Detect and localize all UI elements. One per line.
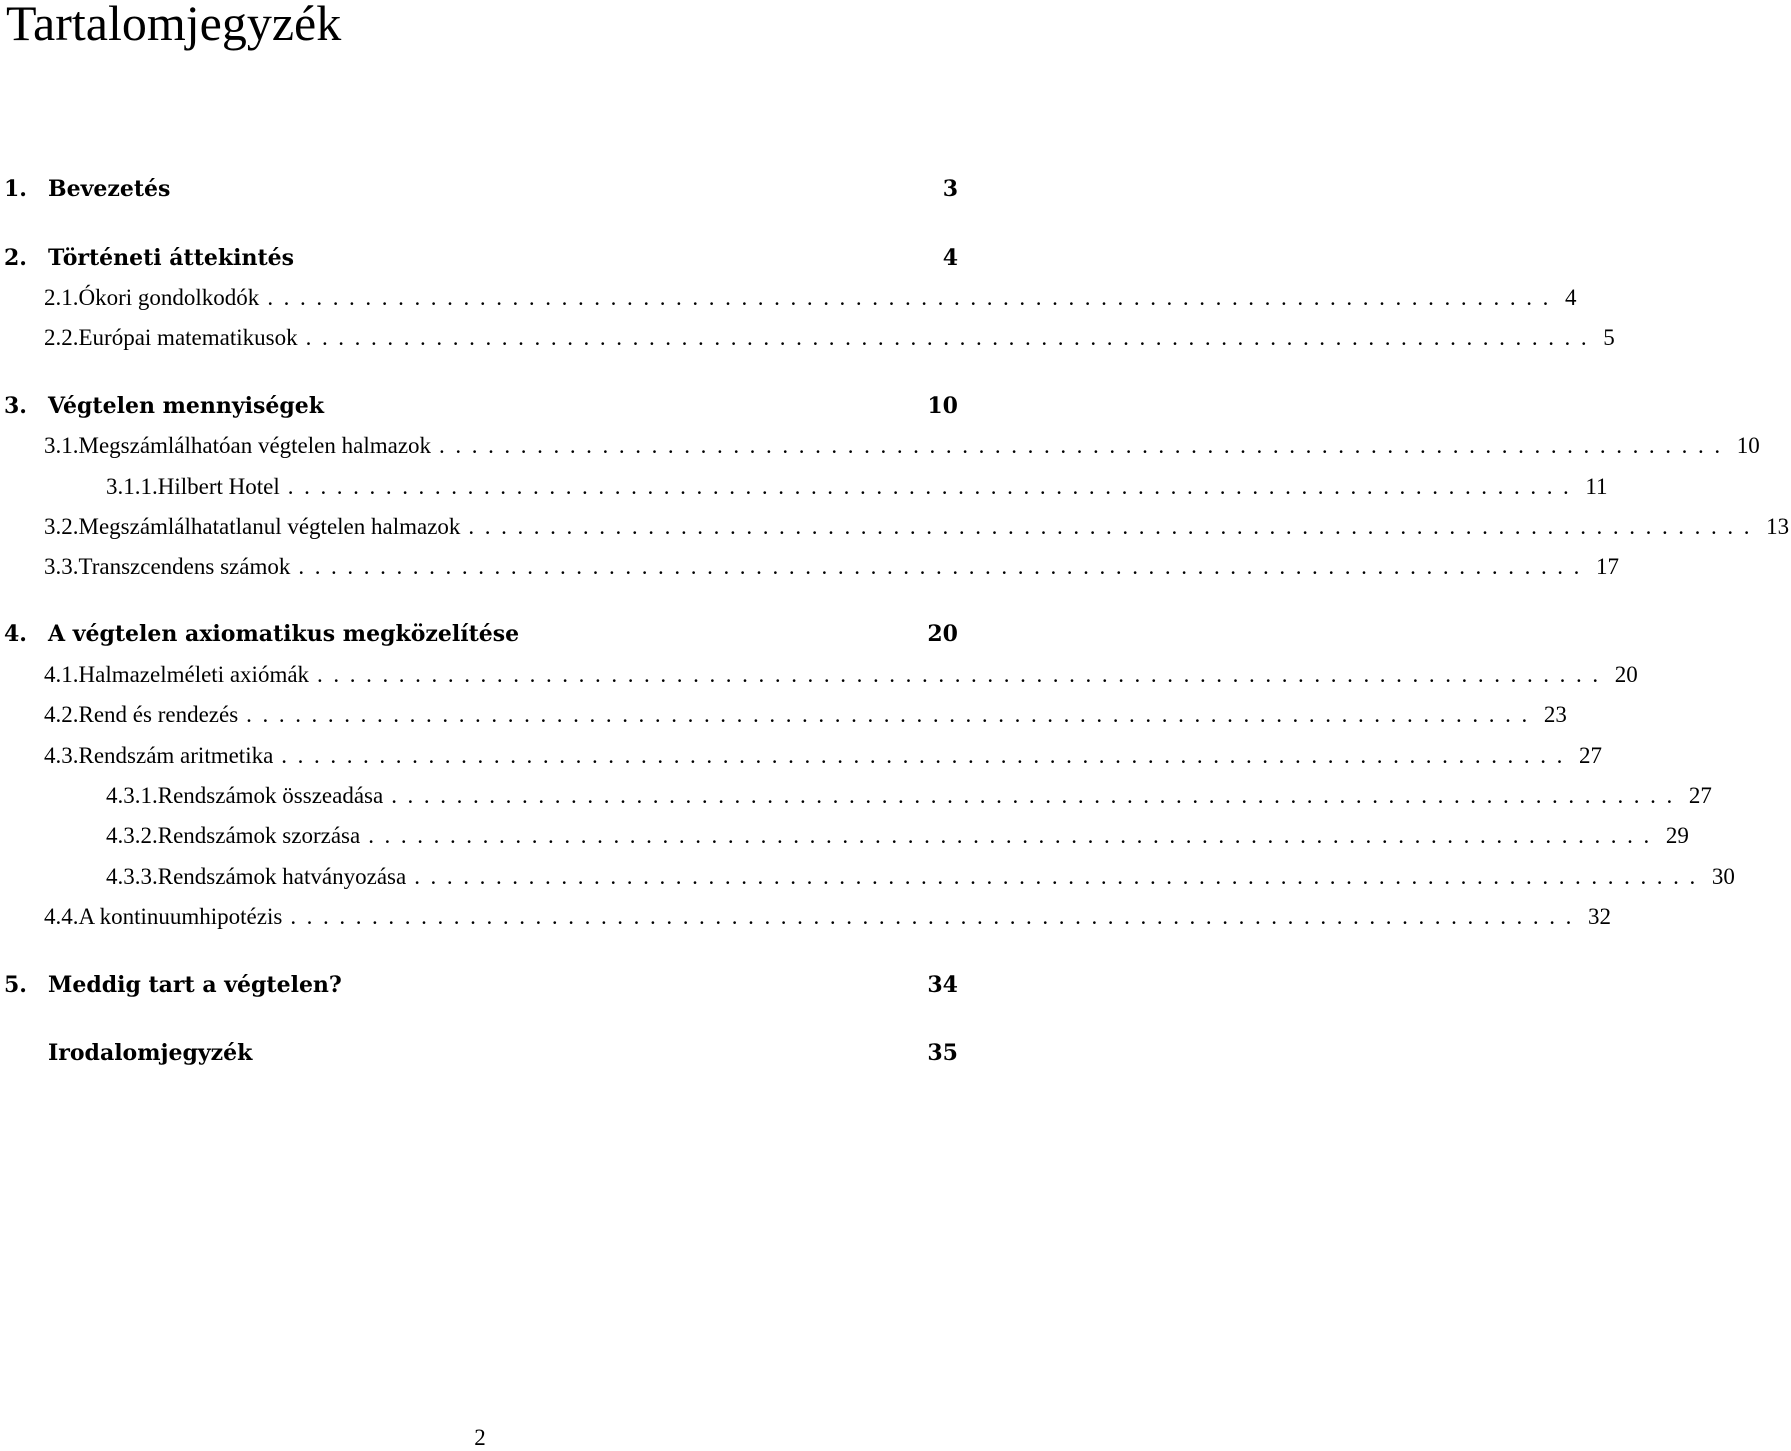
toc-entry-number: 3.1. (44, 433, 79, 458)
toc-entry-page: 10 (1736, 433, 1760, 458)
toc-entry-number: 2.1. (44, 285, 79, 310)
toc-entry-page: 23 (1543, 702, 1567, 727)
toc-entry-number: 3.3. (44, 554, 79, 579)
toc-entry-page: 4 (942, 245, 958, 271)
toc-entry-section-3-3[interactable] (0, 554, 1620, 588)
dot-leader: ............................................................................... (290, 904, 1582, 929)
toc-entry-page: 13 (1766, 514, 1790, 539)
dot-leader: ............................................................................... (298, 554, 1591, 579)
toc-entry-label: Bevezetés (48, 176, 171, 202)
dot-leader: ............................................................................... (439, 433, 1731, 458)
toc-entry-subsection-4-3-2[interactable] (0, 823, 1689, 857)
toc-entry-page: 29 (1665, 823, 1689, 848)
toc-entry-label: Rendszám aritmetika (78, 743, 274, 768)
toc-entry-label: Végtelen mennyiségek (48, 393, 325, 419)
dot-leader: ............................................................................... (468, 514, 1761, 539)
toc-entry-label: Rendszámok összeadása (157, 783, 384, 808)
toc-entry-page: 34 (927, 972, 958, 998)
toc-entry-number: 3. (4, 393, 27, 419)
toc-entry-chapter-4[interactable] (0, 621, 960, 655)
dot-leader: ............................................................................... (246, 702, 1538, 727)
toc-entry-number: 2. (4, 245, 27, 271)
toc-entry-number: 4.2. (44, 702, 79, 727)
toc-entry-number: 3.2. (44, 514, 79, 539)
page-number: 2 (474, 1425, 486, 1450)
toc-entry-section-2-2[interactable] (0, 325, 1615, 359)
toc-entry-page: 35 (927, 1040, 958, 1066)
toc-entry-label: Irodalomjegyzék (48, 1040, 253, 1066)
toc-entry-page: 4 (1564, 285, 1577, 310)
dot-leader: ............................................................................... (267, 285, 1559, 310)
toc-entry-page: 27 (1688, 783, 1712, 808)
dot-leader: ............................................................................... (414, 864, 1706, 889)
toc-entry-number: 4.1. (44, 662, 79, 687)
dot-leader: ............................................................................... (287, 474, 1580, 499)
toc-entry-page: 11 (1585, 474, 1608, 499)
toc-entry-page: 30 (1711, 864, 1735, 889)
toc-entry-number: 3.1.1. (106, 474, 158, 499)
toc-entry-number: 4.3.1. (106, 783, 158, 808)
toc-entry-bibliography[interactable] (0, 1040, 960, 1074)
toc-entry-label: Megszámlálhatóan végtelen halmazok (78, 433, 432, 458)
toc-entry-label: Halmazelméleti axiómák (78, 662, 310, 687)
toc-entry-chapter-2[interactable] (0, 245, 960, 279)
toc-entry-label: Európai matematikusok (78, 325, 298, 350)
toc-entry-label: Hilbert Hotel (157, 474, 280, 499)
toc-entry-subsection-4-3-3[interactable] (0, 864, 1735, 898)
toc-entry-chapter-5[interactable] (0, 972, 960, 1006)
toc-entry-section-4-4[interactable] (0, 904, 1611, 938)
dot-leader: ............................................................................... (391, 783, 1683, 808)
toc-entry-section-3-1[interactable] (0, 433, 1760, 467)
toc-entry-label: A végtelen axiomatikus megközelítése (48, 621, 520, 647)
toc-entry-number: 4.3. (44, 743, 79, 768)
toc-entry-label: Ókori gondolkodók (78, 285, 260, 310)
dot-leader: ............................................................................... (281, 743, 1573, 768)
toc-title: Tartalomjegyzék (6, 0, 342, 51)
toc-entry-label: Transzcendens számok (78, 554, 291, 579)
toc-entry-page: 17 (1596, 554, 1620, 579)
toc-entry-page: 5 (1603, 325, 1615, 350)
toc-entry-chapter-1[interactable] (0, 176, 960, 210)
toc-entry-number: 4.4. (44, 904, 79, 929)
toc-entry-label: Rendszámok hatványozása (157, 864, 407, 889)
toc-entry-section-2-1[interactable] (0, 285, 1577, 319)
toc-entry-page: 10 (927, 393, 958, 419)
toc-entry-label: Meddig tart a végtelen? (48, 972, 342, 998)
toc-entry-page: 20 (1614, 662, 1638, 687)
toc-entry-subsection-3-1-1[interactable] (0, 474, 1608, 508)
toc-entry-page: 27 (1578, 743, 1602, 768)
toc-entry-label: Történeti áttekintés (48, 245, 295, 271)
toc-entry-label: Rendszámok szorzása (157, 823, 361, 848)
toc-entry-number: 5. (4, 972, 27, 998)
toc-entry-section-4-1[interactable] (0, 662, 1638, 696)
toc-entry-section-4-2[interactable] (0, 702, 1567, 736)
toc-entry-section-3-2[interactable] (0, 514, 1790, 548)
toc-entry-page: 32 (1587, 904, 1611, 929)
toc-entry-label: A kontinuumhipotézis (78, 904, 283, 929)
dot-leader: ............................................................................... (305, 325, 1598, 350)
toc-entry-page: 3 (942, 176, 958, 202)
toc-entry-number: 4.3.3. (106, 864, 158, 889)
toc-entry-number: 2.2. (44, 325, 79, 350)
toc-entry-subsection-4-3-1[interactable] (0, 783, 1712, 817)
toc-entry-number: 1. (4, 176, 27, 202)
dot-leader: ............................................................................... (317, 662, 1609, 687)
toc-entry-label: Rend és rendezés (78, 702, 239, 727)
toc-entry-number: 4. (4, 621, 27, 647)
toc-entry-label: Megszámlálhatatlanul végtelen halmazok (78, 514, 461, 539)
toc-entry-chapter-3[interactable] (0, 393, 960, 427)
toc-entry-number: 4.3.2. (106, 823, 158, 848)
toc-entry-page: 20 (927, 621, 958, 647)
toc-entry-section-4-3[interactable] (0, 743, 1602, 777)
dot-leader: ............................................................................... (368, 823, 1660, 848)
